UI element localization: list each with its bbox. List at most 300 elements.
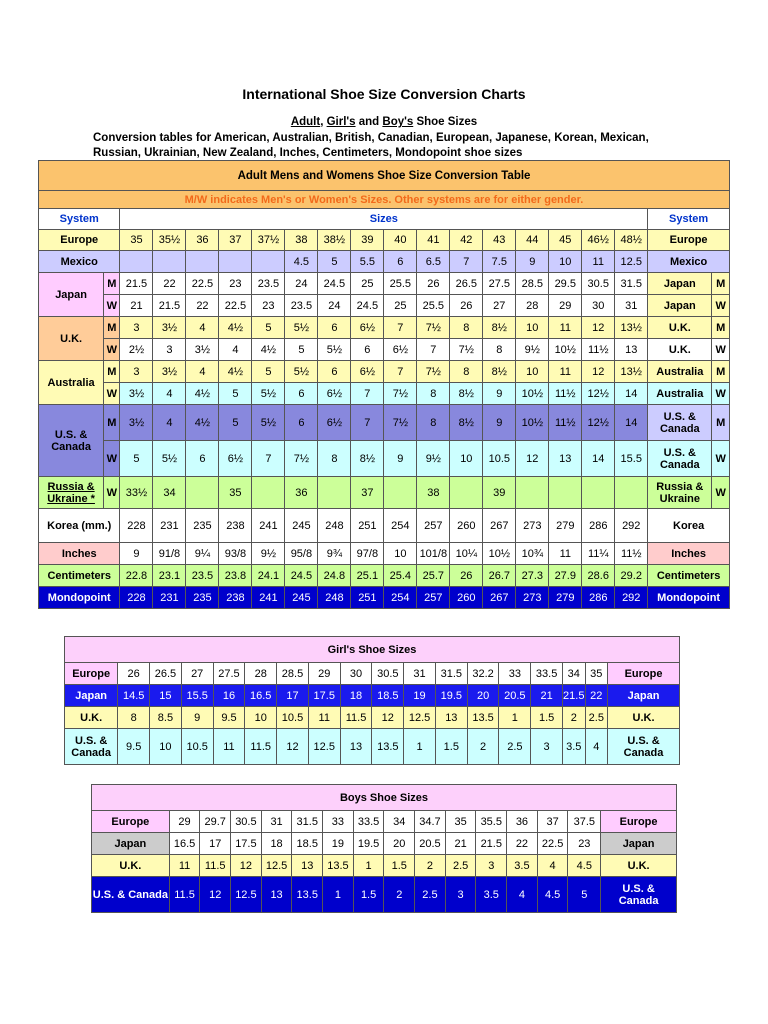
size-cell: 30 — [582, 295, 615, 317]
girls-row — [65, 663, 680, 685]
row-label: Japan — [92, 833, 170, 855]
row-label-right: U.K. — [601, 855, 677, 877]
row-label-right: U.K. — [648, 339, 712, 361]
row-label-right: U.S. & Canada — [601, 877, 677, 913]
size-cell: 12 — [582, 361, 615, 383]
size-cell: 1 — [499, 707, 531, 729]
size-cell: 11 — [549, 361, 582, 383]
adult-row — [39, 477, 730, 509]
size-cell: 15 — [150, 685, 182, 707]
size-cell: 24.8 — [318, 565, 351, 587]
size-cell: 245 — [285, 587, 318, 609]
size-cell: 11½ — [615, 543, 648, 565]
subtitle-sep-3: Shoe Sizes — [413, 116, 478, 128]
size-cell: 28.6 — [582, 565, 615, 587]
size-cell: 11 — [213, 729, 245, 765]
size-cell: 8 — [450, 361, 483, 383]
size-cell: 251 — [351, 587, 384, 609]
size-cell: 3 — [445, 877, 476, 913]
size-cell: 25.1 — [351, 565, 384, 587]
size-cell: 7 — [351, 405, 384, 441]
row-label-right: U.S. & Canada — [608, 729, 680, 765]
size-cell: 6 — [384, 251, 417, 273]
size-cell: 6 — [318, 361, 351, 383]
size-cell: 8 — [417, 383, 450, 405]
size-cell: 9 — [483, 383, 516, 405]
gender-marker: M — [104, 405, 120, 441]
row-label: Europe — [65, 663, 118, 685]
size-cell: 42 — [450, 230, 483, 251]
size-cell: 93/8 — [219, 543, 252, 565]
adult-row — [39, 273, 730, 295]
size-cell: 33½ — [120, 477, 153, 509]
size-cell: 20 — [467, 685, 499, 707]
size-cell: 37 — [351, 477, 384, 509]
size-cell: 8½ — [483, 317, 516, 339]
size-cell: 35 — [219, 477, 252, 509]
page-subtitle — [0, 116, 768, 128]
size-cell: 25 — [384, 295, 417, 317]
size-cell — [318, 477, 351, 509]
size-cell: 11.5 — [340, 707, 372, 729]
size-cell: 23 — [252, 295, 285, 317]
size-cell: 37.5 — [568, 811, 601, 833]
gender-marker-right: W — [712, 477, 730, 509]
size-cell: 9 — [483, 405, 516, 441]
row-label[interactable]: Russia & Ukraine * — [39, 477, 104, 509]
size-cell: 241 — [252, 587, 285, 609]
size-cell: 1.5 — [353, 877, 384, 913]
size-cell: 5½ — [252, 383, 285, 405]
size-cell: 10¼ — [450, 543, 483, 565]
size-cell: 4½ — [252, 339, 285, 361]
gender-marker-right: W — [712, 383, 730, 405]
size-cell: 17 — [277, 685, 309, 707]
size-cell: 2 — [467, 729, 499, 765]
size-cell: 6½ — [384, 339, 417, 361]
size-cell: 28 — [516, 295, 549, 317]
size-cell: 6½ — [318, 405, 351, 441]
size-cell — [450, 477, 483, 509]
gender-marker: W — [104, 383, 120, 405]
size-cell — [153, 251, 186, 273]
row-label-right: Inches — [648, 543, 730, 565]
size-cell: 17.5 — [231, 833, 262, 855]
size-cell: 37 — [219, 230, 252, 251]
size-cell: 19 — [404, 685, 436, 707]
size-cell: 20.5 — [499, 685, 531, 707]
size-cell: 5.5 — [351, 251, 384, 273]
size-cell: 14 — [615, 405, 648, 441]
boys-row — [92, 833, 677, 855]
adult-row — [39, 383, 730, 405]
size-cell: 26 — [450, 565, 483, 587]
row-label-right: Europe — [608, 663, 680, 685]
size-cell: 9 — [181, 707, 213, 729]
size-cell: 24.5 — [318, 273, 351, 295]
size-cell: 36 — [507, 811, 538, 833]
gender-marker: W — [104, 477, 120, 509]
size-cell: 1 — [323, 877, 354, 913]
size-cell: 3.5 — [563, 729, 586, 765]
size-cell: 9 — [516, 251, 549, 273]
size-cell: 9½ — [417, 441, 450, 477]
size-cell: 8.5 — [150, 707, 182, 729]
size-cell: 18.5 — [292, 833, 323, 855]
size-cell — [615, 477, 648, 509]
size-cell: 35.5 — [476, 811, 507, 833]
adult-row — [39, 251, 730, 273]
row-label: U.S. & Canada — [39, 405, 104, 477]
size-cell: 9¾ — [318, 543, 351, 565]
row-label: U.K. — [65, 707, 118, 729]
size-cell: 48½ — [615, 230, 648, 251]
size-cell: 9.5 — [118, 729, 150, 765]
size-cell: 35½ — [153, 230, 186, 251]
size-cell: 4 — [537, 855, 568, 877]
size-cell: 31.5 — [615, 273, 648, 295]
gender-marker-right: W — [712, 295, 730, 317]
size-cell: 7 — [384, 317, 417, 339]
size-cell: 39 — [351, 230, 384, 251]
boys-size-table — [91, 784, 677, 913]
size-cell: 11½ — [582, 339, 615, 361]
row-label-right: Russia & Ukraine — [648, 477, 712, 509]
size-cell: 22.5 — [186, 273, 219, 295]
row-label-right: Mondopoint — [648, 587, 730, 609]
size-cell: 25.4 — [384, 565, 417, 587]
size-cell: 10 — [549, 251, 582, 273]
size-cell: 30 — [340, 663, 372, 685]
size-cell: 35 — [120, 230, 153, 251]
size-cell: 231 — [153, 587, 186, 609]
girls-row — [65, 707, 680, 729]
adult-row — [39, 509, 730, 543]
size-cell: 6½ — [351, 361, 384, 383]
size-cell: 18 — [340, 685, 372, 707]
size-cell: 24 — [285, 273, 318, 295]
size-cell: 3½ — [153, 317, 186, 339]
size-cell: 4½ — [186, 383, 219, 405]
size-cell: 29 — [549, 295, 582, 317]
adult-table-note: M/W indicates Men's or Women's Sizes. Other systems are for either gender. — [39, 191, 730, 209]
size-cell: 11¼ — [582, 543, 615, 565]
size-cell: 31.5 — [435, 663, 467, 685]
size-cell — [219, 251, 252, 273]
gender-marker: W — [104, 441, 120, 477]
adult-conversion-table — [38, 160, 730, 609]
size-cell: 4 — [219, 339, 252, 361]
size-cell — [186, 477, 219, 509]
size-cell: 228 — [120, 509, 153, 543]
size-cell: 14.5 — [118, 685, 150, 707]
size-cell: 9¼ — [186, 543, 219, 565]
size-cell: 31 — [404, 663, 436, 685]
size-cell: 23.5 — [186, 565, 219, 587]
size-cell: 46½ — [582, 230, 615, 251]
size-cell: 5 — [285, 339, 318, 361]
adult-row — [39, 339, 730, 361]
size-cell: 15.5 — [615, 441, 648, 477]
row-label-right: Centimeters — [648, 565, 730, 587]
size-cell: 30.5 — [231, 811, 262, 833]
size-cell: 7 — [252, 441, 285, 477]
boys-row — [92, 877, 677, 913]
size-cell: 12.5 — [615, 251, 648, 273]
size-cell: 5 — [318, 251, 351, 273]
size-cell: 24 — [318, 295, 351, 317]
size-cell: 7 — [417, 339, 450, 361]
size-cell: 38 — [417, 477, 450, 509]
size-cell: 248 — [318, 587, 351, 609]
size-cell: 14 — [582, 441, 615, 477]
size-cell: 21.5 — [476, 833, 507, 855]
row-label-right: Japan — [608, 685, 680, 707]
size-cell: 27 — [483, 295, 516, 317]
size-cell: 4½ — [186, 405, 219, 441]
size-cell: 95/8 — [285, 543, 318, 565]
system-header-right: System — [648, 209, 730, 230]
size-cell: 228 — [120, 587, 153, 609]
size-cell: 7½ — [384, 383, 417, 405]
size-cell: 27 — [181, 663, 213, 685]
row-label: Japan — [65, 685, 118, 707]
size-cell: 13 — [615, 339, 648, 361]
size-cell: 24.5 — [285, 565, 318, 587]
size-cell: 25 — [351, 273, 384, 295]
size-cell: 18.5 — [372, 685, 404, 707]
size-cell: 34 — [563, 663, 586, 685]
size-cell: 10½ — [516, 383, 549, 405]
size-cell: 286 — [582, 509, 615, 543]
row-label: U.K. — [39, 317, 104, 361]
size-cell: 31.5 — [292, 811, 323, 833]
subtitle-boys-link[interactable]: Boy's — [382, 116, 414, 128]
size-cell: 9.5 — [213, 707, 245, 729]
size-cell: 231 — [153, 509, 186, 543]
size-cell: 2.5 — [415, 877, 446, 913]
size-cell: 13.5 — [372, 729, 404, 765]
size-cell — [582, 477, 615, 509]
size-cell: 43 — [483, 230, 516, 251]
size-cell: 25.5 — [417, 295, 450, 317]
size-cell: 2.5 — [445, 855, 476, 877]
row-label: U.K. — [92, 855, 170, 877]
size-cell: 39 — [483, 477, 516, 509]
size-cell: 260 — [450, 587, 483, 609]
size-cell: 257 — [417, 509, 450, 543]
size-cell: 28.5 — [277, 663, 309, 685]
size-cell: 13.5 — [292, 877, 323, 913]
size-cell: 7½ — [417, 361, 450, 383]
size-cell: 3 — [153, 339, 186, 361]
size-cell: 2 — [415, 855, 446, 877]
size-cell: 12 — [372, 707, 404, 729]
size-cell: 11 — [308, 707, 340, 729]
size-cell: 10 — [384, 543, 417, 565]
size-cell: 15.5 — [181, 685, 213, 707]
size-cell: 11½ — [549, 383, 582, 405]
size-cell: 34 — [153, 477, 186, 509]
row-label-right: Japan — [648, 273, 712, 295]
size-cell: 13 — [261, 877, 292, 913]
size-cell: 7½ — [450, 339, 483, 361]
size-cell: 22 — [186, 295, 219, 317]
adult-row — [39, 295, 730, 317]
row-label-right: U.K. — [648, 317, 712, 339]
row-label: Mexico — [39, 251, 120, 273]
size-cell: 29.2 — [615, 565, 648, 587]
size-cell: 13½ — [615, 361, 648, 383]
size-cell: 9½ — [252, 543, 285, 565]
size-cell: 6 — [351, 339, 384, 361]
girls-table-title: Girl's Shoe Sizes — [65, 637, 680, 663]
size-cell: 33 — [499, 663, 531, 685]
boys-table-title: Boys Shoe Sizes — [92, 785, 677, 811]
size-cell: 21 — [120, 295, 153, 317]
size-cell: 19.5 — [353, 833, 384, 855]
size-cell: 8 — [118, 707, 150, 729]
row-label: Japan — [39, 273, 104, 317]
girls-row — [65, 729, 680, 765]
size-cell: 4 — [585, 729, 608, 765]
size-cell: 33.5 — [531, 663, 563, 685]
size-cell: 8½ — [351, 441, 384, 477]
size-cell: 7½ — [417, 317, 450, 339]
size-cell: 5 — [219, 383, 252, 405]
size-cell: 10.5 — [483, 441, 516, 477]
size-cell: 3 — [531, 729, 563, 765]
size-cell: 97/8 — [351, 543, 384, 565]
size-cell: 11 — [582, 251, 615, 273]
size-cell: 7 — [450, 251, 483, 273]
row-label: Europe — [39, 230, 120, 251]
size-cell: 248 — [318, 509, 351, 543]
size-cell: 26 — [417, 273, 450, 295]
row-label-right: U.S. & Canada — [648, 441, 712, 477]
size-cell: 40 — [384, 230, 417, 251]
size-cell: 26 — [450, 295, 483, 317]
size-cell: 3.5 — [476, 877, 507, 913]
size-cell: 9½ — [516, 339, 549, 361]
size-cell: 10.5 — [181, 729, 213, 765]
size-cell — [186, 251, 219, 273]
row-label: U.S. & Canada — [92, 877, 170, 913]
size-cell: 26.5 — [450, 273, 483, 295]
size-cell: 33.5 — [353, 811, 384, 833]
size-cell: 21.5 — [120, 273, 153, 295]
size-cell: 2 — [384, 877, 415, 913]
size-cell: 22.5 — [537, 833, 568, 855]
gender-marker: M — [104, 273, 120, 295]
size-cell: 27.5 — [213, 663, 245, 685]
size-cell: 11 — [549, 543, 582, 565]
size-cell: 2.5 — [585, 707, 608, 729]
size-cell: 11½ — [549, 405, 582, 441]
row-label: U.S. & Canada — [65, 729, 118, 765]
size-cell: 91/8 — [153, 543, 186, 565]
subtitle-sep-1: , — [320, 116, 327, 128]
size-cell: 3.5 — [507, 855, 538, 877]
size-cell: 7½ — [384, 405, 417, 441]
size-cell: 11 — [169, 855, 200, 877]
size-cell: 34.7 — [415, 811, 446, 833]
size-cell: 2½ — [120, 339, 153, 361]
size-cell: 5½ — [318, 339, 351, 361]
size-cell — [252, 251, 285, 273]
size-cell: 12½ — [582, 383, 615, 405]
size-cell: 19 — [323, 833, 354, 855]
size-cell: 21 — [445, 833, 476, 855]
size-cell: 32.2 — [467, 663, 499, 685]
row-label: Europe — [92, 811, 170, 833]
size-cell: 29.7 — [200, 811, 231, 833]
subtitle-girls-link[interactable]: Girl's — [326, 116, 356, 128]
size-cell: 26.7 — [483, 565, 516, 587]
size-cell — [516, 477, 549, 509]
size-cell: 267 — [483, 509, 516, 543]
size-cell — [120, 251, 153, 273]
row-label-right: Mexico — [648, 251, 730, 273]
size-cell: 11.5 — [245, 729, 277, 765]
size-cell: 10.5 — [277, 707, 309, 729]
adult-row — [39, 441, 730, 477]
size-cell: 17.5 — [308, 685, 340, 707]
size-cell: 3½ — [120, 383, 153, 405]
row-label-right: Europe — [601, 811, 677, 833]
size-cell: 13 — [292, 855, 323, 877]
size-cell: 1 — [404, 729, 436, 765]
size-cell: 34 — [384, 811, 415, 833]
size-cell: 16 — [213, 685, 245, 707]
gender-marker-right: M — [712, 317, 730, 339]
size-cell: 13½ — [615, 317, 648, 339]
size-cell: 279 — [549, 587, 582, 609]
size-cell: 12 — [582, 317, 615, 339]
size-cell: 23 — [219, 273, 252, 295]
size-cell: 5 — [252, 317, 285, 339]
size-cell: 5½ — [153, 441, 186, 477]
size-cell: 3 — [120, 361, 153, 383]
size-cell: 18 — [261, 833, 292, 855]
size-cell: 21.5 — [153, 295, 186, 317]
size-cell: 12.5 — [231, 877, 262, 913]
size-cell: 12.5 — [308, 729, 340, 765]
size-cell: 8½ — [483, 361, 516, 383]
subtitle-sep-2: and — [355, 116, 383, 128]
size-cell — [384, 477, 417, 509]
size-cell: 2.5 — [499, 729, 531, 765]
size-cell: 2 — [563, 707, 586, 729]
row-label: Centimeters — [39, 565, 120, 587]
size-cell: 10 — [516, 317, 549, 339]
size-cell: 238 — [219, 587, 252, 609]
boys-row — [92, 855, 677, 877]
size-cell: 29 — [169, 811, 200, 833]
subtitle-adult-link[interactable]: Adult — [290, 116, 321, 128]
size-cell: 41 — [417, 230, 450, 251]
size-cell: 267 — [483, 587, 516, 609]
size-cell: 14 — [615, 383, 648, 405]
size-cell: 23 — [568, 833, 601, 855]
size-cell: 19.5 — [435, 685, 467, 707]
row-label-right: Australia — [648, 361, 712, 383]
size-cell — [549, 477, 582, 509]
size-cell: 235 — [186, 587, 219, 609]
size-cell: 4 — [153, 383, 186, 405]
row-label-right: Japan — [648, 295, 712, 317]
size-cell: 22.5 — [219, 295, 252, 317]
